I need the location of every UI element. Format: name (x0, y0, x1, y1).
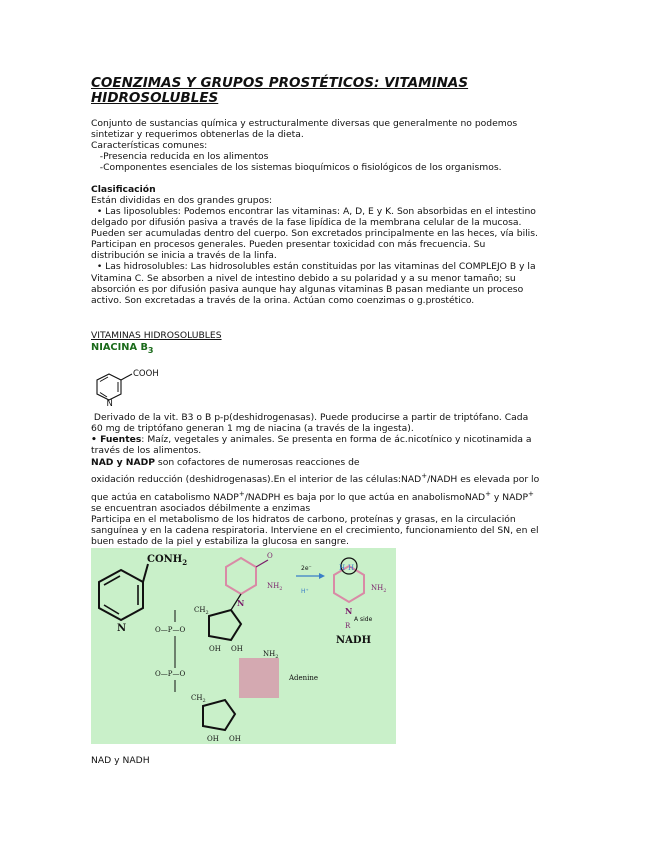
oxidacion-line: oxidación reducción (deshidrogenasas).En el interior de las células:NAD+/NADH es elevada por lo (91, 472, 540, 485)
section-heading: VITAMINAS HIDROSOLUBLES (91, 330, 222, 341)
participa-line: Participa en el metabolismo de los hidratos de carbono, proteínas y grasas, en la circulación (91, 514, 516, 525)
nadh-label: NADH (336, 635, 372, 646)
adenine-label: Adenine (289, 674, 319, 682)
nad-ring-n: N (237, 598, 245, 608)
fuentes-line-2: través de los alimentos. (91, 445, 202, 456)
nadh-r-label: R (345, 622, 351, 630)
figure-caption: NAD y NADH (91, 755, 150, 766)
pyridine-structure (91, 366, 159, 408)
nad-line: NAD y NADP son cofactores de numerosas reacciones de (91, 457, 360, 468)
intro-line: -Presencia reducida en los alimentos (91, 151, 269, 162)
conh2-label: $CONH_2$ (147, 554, 188, 567)
nad-nadh-figure (91, 548, 396, 744)
clasificacion-line: absorción es por difusión pasiva aunque hay algunas vitaminas B pasan mediante un proceso (91, 284, 524, 295)
lower-ch2-label: $CH_2$ (191, 694, 206, 704)
niacin-line: Derivado de la vit. B3 o B p-p(deshidrogenasas). Puede producirse a partir de triptófano. Cada (91, 412, 529, 423)
a-side-label: A side (354, 616, 373, 623)
intro-line: -Componentes esenciales de los sistemas bioquímicos o fisiológicos de los organismos. (91, 162, 502, 173)
nad-nh2-label: $NH_2$ (267, 582, 283, 592)
fuentes-line: • Fuentes: Maíz, vegetales y animales. Se presenta en forma de ác.nicotínico y nicotinamida a (91, 434, 532, 445)
phosphate-1: O—P—O (155, 626, 186, 634)
niacina-heading: NIACINA $B_3$ (91, 342, 154, 355)
arrow-label-top: 2e⁻ (301, 565, 312, 572)
nadh-n-label: N (345, 606, 353, 616)
upper-oh-1: OH (209, 645, 221, 653)
participa-line: buen estado de la piel y estabiliza la glucosa en sangre. (91, 536, 349, 547)
catabolismo-line: que actúa en catabolismo NADP+/NADPH es baja por lo que actúa en anabolismoNAD+ y NADP+ (91, 490, 534, 503)
intro-line: Características comunes: (91, 140, 208, 151)
clasificacion-line: Están divididas en dos grandes grupos: (91, 195, 273, 206)
lower-oh-1: OH (207, 735, 219, 743)
big-n-label: N (117, 623, 127, 634)
nad-o-label: O (267, 552, 273, 560)
enzimas-line: se encuentran asociados débilmente a enzimas (91, 503, 311, 514)
clasificacion-line: activo. Son excretadas a través de la orina. Actúan como coenzimas o g.prostético. (91, 295, 475, 306)
clasificacion-line: distribución se inicia a través de la linfa. (91, 250, 277, 261)
nadh-h-label-2: H (348, 564, 355, 572)
pyridine-n-label: N (106, 399, 113, 408)
pyridine-cooh-label: COOH (133, 369, 159, 379)
clasificacion-line: Vitamina C. Se absorben a nivel de intestino debido a su polaridad y a su menor tamaño; su (91, 273, 516, 284)
intro-line: Conjunto de sustancias química y estructuralmente diversas que generalmente no podemos (91, 118, 518, 129)
upper-oh-2: OH (231, 645, 243, 653)
lower-oh-2: OH (229, 735, 241, 743)
clasificacion-line: Participan en procesos generales. Pueden presentar toxicidad con más frecuencia. Su (91, 239, 486, 250)
page-title: COENZIMAS Y GRUPOS PROSTÉTICOS: VITAMINAS HIDROSOLUBLES (91, 75, 469, 106)
niacin-line: 60 mg de triptófano generan 1 mg de niacina (a través de la ingesta). (91, 423, 414, 434)
clasificacion-line: delgado por difusión pasiva a través de la fase lipídica de la membrana celular de la mucosa. (91, 217, 522, 228)
upper-ch2-label: $CH_2$ (194, 606, 209, 616)
clasificacion-line: • Las liposolubles: Podemos encontrar las vitaminas: A, D, E y K. Son absorbidas en el intestino (91, 206, 536, 217)
participa-line: sanguínea y en la cadena respiratoria. Interviene en el crecimiento, funcionamiento del SN, en el (91, 525, 539, 536)
clasificacion-line: • Las hidrosolubles: Las hidrosolubles están constituidas por las vitaminas del COMPLEJO B y la (91, 261, 536, 272)
nadh-nh2-label: $NH_2$ (371, 584, 387, 594)
clasificacion-heading: Clasificación (91, 184, 156, 195)
phosphate-2: O—P—O (155, 670, 186, 678)
adenine-nh2-label: $NH_2$ (263, 650, 279, 660)
arrow-label-bottom: H⁺ (301, 588, 309, 595)
intro-line: sintetizar y requerimos obtenerlas de la dieta. (91, 129, 304, 140)
nadh-h-label: H (339, 564, 346, 572)
clasificacion-line: Pueden ser acumuladas dentro del cuerpo. Son excretados principalmente en las heces, vía bilis. (91, 228, 538, 239)
